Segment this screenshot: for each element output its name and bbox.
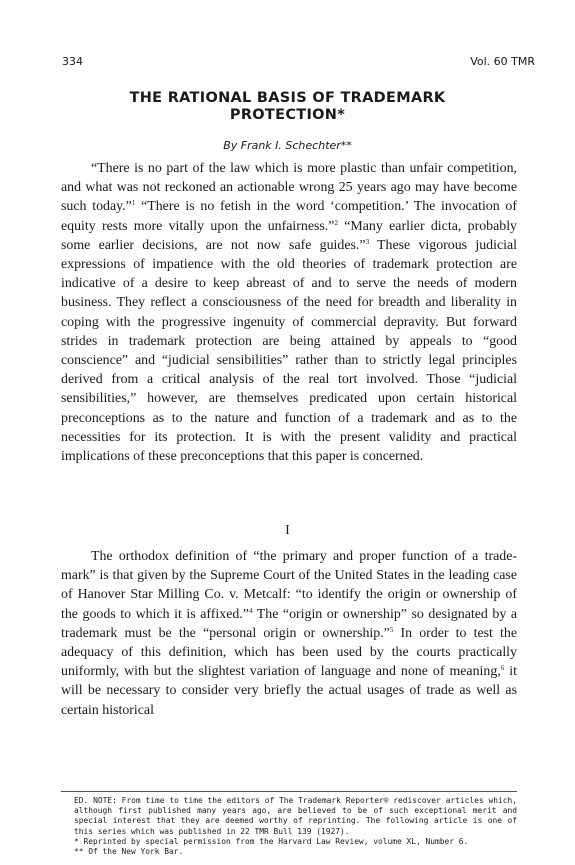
footnote-ref-6: 6 — [500, 664, 505, 673]
para2-sentence-3: In order to test the adequacy of this definition, which has been used by the courts practically uniformly, with but the slightest variation of language and none of meaning, — [61, 625, 517, 680]
para1-sentence-1: “There is no part of the law which is more plastic than unfair competition, and what was not reckoned an actionable wrong 25 years ago may have become such today.” — [61, 161, 517, 215]
para1-sentence-3: “Many earlier dicta, probably some earlier decisions, are not now safe guides.” — [61, 218, 518, 253]
footnote-divider — [61, 791, 517, 792]
author-byline: By Frank I. Schechter** — [223, 139, 352, 152]
para2-sentence-1: The orthodox definition of “the primary and proper function of a trade-mark” is that given by the Supreme Court of the United States in the leading case of Hanover Star Milling Co. v. Metcalf: “to identify the origin or ownership of the goods to which it is affixed.” — [61, 549, 517, 622]
footnote-ref-4: 4 — [248, 606, 253, 615]
footnotes — [61, 796, 517, 857]
section-heading: I — [285, 523, 290, 538]
footnote-ref-5: 5 — [389, 625, 394, 634]
editor-note: ED. NOTE: From time to time the editors of The Trademark Reporter® rediscover articles which, although first published many years ago, are believed to be of such exceptional merit and special interest that they are deemed worthy of reprinting. The following article is one of this series which was published in 22 TMR Bull 139 (1927). — [74, 796, 517, 836]
paragraph-2 — [61, 547, 517, 720]
footnote-ref-3: 3 — [365, 237, 370, 246]
journal-volume: Vol. 60 TMR — [470, 55, 535, 68]
para2-sentence-2: The “origin or ownership” so designated by a trademark must be the “personal origin or ownership.” — [61, 606, 517, 641]
article-title — [0, 90, 575, 124]
page-number: 334 — [62, 55, 83, 68]
para2-sentence-4: it will be necessary to consider very briefly the actual usages of trade as well as certain historical — [61, 664, 517, 718]
para1-sentence-2: “There is no fetish in the word ‘competition.’ The invocation of equity rests more vitally upon the unfairness.” — [61, 199, 518, 234]
para1-sentence-4: These vigorous judicial expressions of impatience with the old theories of trademark protection are indicative of a desire to keep abreast of and to serve the needs of modern business. They reflect a consciousness of the need for breadth and liberality in coping with the progressive ingenuity of commercial depravity. But forward strides in trademark protection are being attained by appeals to “good conscience” and “judicial sensibilities” rather than to strictly legal principles derived from a critical analysis of the real tort involved. Those “judicial sensibilities,” however, are themselves predicated upon certain historical preconceptions as to the nature and function of a trademark and as to the necessities for its protection. It is with the present validity and practical implications of these preconceptions that this paper is concerned. — [61, 237, 517, 465]
footnote-ref-2: 2 — [334, 218, 338, 227]
title-line-1: THE RATIONAL BASIS OF TRADEMARK — [129, 90, 446, 106]
footnote-ref-1: 1 — [131, 199, 136, 208]
title-line-2: PROTECTION* — [229, 107, 346, 123]
running-header — [50, 55, 535, 73]
paragraph-1 — [61, 159, 517, 466]
footnote-star: * Reprinted by special permission from the Harvard Law Review, volume XL, Number 6. — [74, 836, 469, 846]
footnote-double-star: ** Of the New York Bar. — [74, 847, 184, 857]
